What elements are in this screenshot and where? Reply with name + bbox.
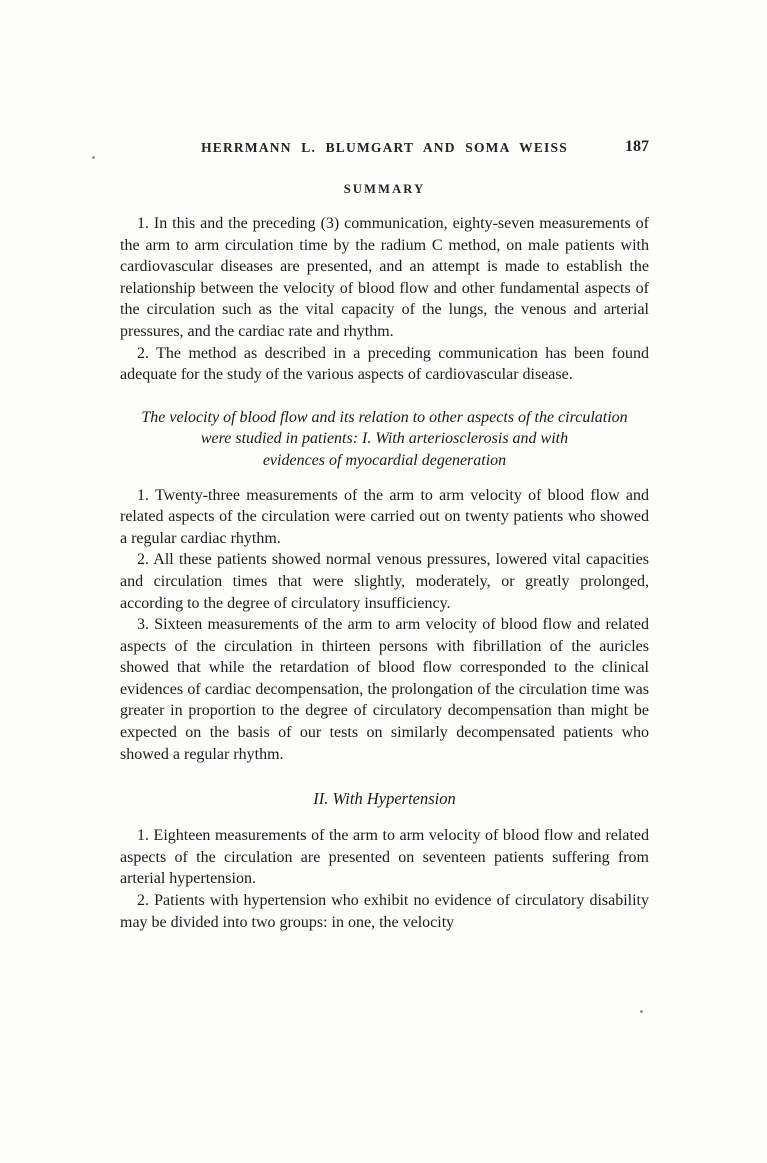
section1-heading-line-1: The velocity of blood flow and its relation to other aspects of the circulation [141, 408, 628, 426]
running-head [120, 140, 649, 160]
scan-speck [640, 1010, 643, 1013]
section2-paragraph-1: 1. Eighteen measurements of the arm to arm velocity of blood flow and related aspects of the circulation are presented on seventeen patients suffering from arterial hypertension. [120, 827, 649, 888]
summary-heading: SUMMARY [343, 182, 426, 196]
running-head-authors: HERRMANN L. BLUMGART AND SOMA WEISS [201, 140, 568, 155]
summary-paragraph-1: 1. In this and the preceding (3) communication, eighty-seven measurements of the arm to arm circulation time by the radium C method, on male patients with cardiovascular diseases are presented, and an attempt is made to establish the relationship between the velocity of blood flow and other fundamental aspects of the circulation such as the vital capacity of the lungs, the venous and arterial pressures, and the cardiac rate and rhythm. [120, 215, 649, 340]
section1-paragraph-2: 2. All these patients showed normal venous pressures, lowered vital capacities and circulation times that were slightly, moderately, or greatly prolonged, according to the degree of circulatory insufficiency. [120, 551, 649, 612]
section2-heading: II. With Hypertension [313, 789, 456, 809]
section2-paragraph-2: 2. Patients with hypertension who exhibit no evidence of circulatory disability may be divided into two groups: in one, the velocity [120, 892, 649, 931]
section1-heading [120, 407, 649, 472]
summary-paragraph-2: 2. The method as described in a preceding communication has been found adequate for the study of the various aspects of cardiovascular disease. [120, 344, 649, 384]
section1-paragraph-3: 3. Sixteen measurements of the arm to arm velocity of blood flow and related aspects of the circulation in thirteen persons with fibrillation of the auricles showed that while the retardation of blood flow corresponded to the clinical evidences of cardiac decompensation, the prolongation of the circulation time was greater in proportion to the degree of circulatory decompensation than might be expected on the basis of our tests on similarly decompensated patients who showed a regular rhythm. [120, 616, 649, 763]
text-block [120, 140, 649, 933]
section1-paragraph-1: 1. Twenty-three measurements of the arm to arm velocity of blood flow and related aspects of the circulation were carried out on twenty patients who showed a regular cardiac rhythm. [120, 486, 649, 547]
page-number: 187 [625, 138, 649, 155]
section1-heading-line-2: were studied in patients: I. With arteriosclerosis and with [200, 430, 569, 448]
section1-heading-line-3: evidences of myocardial degeneration [262, 451, 507, 469]
scan-speck [92, 156, 95, 159]
